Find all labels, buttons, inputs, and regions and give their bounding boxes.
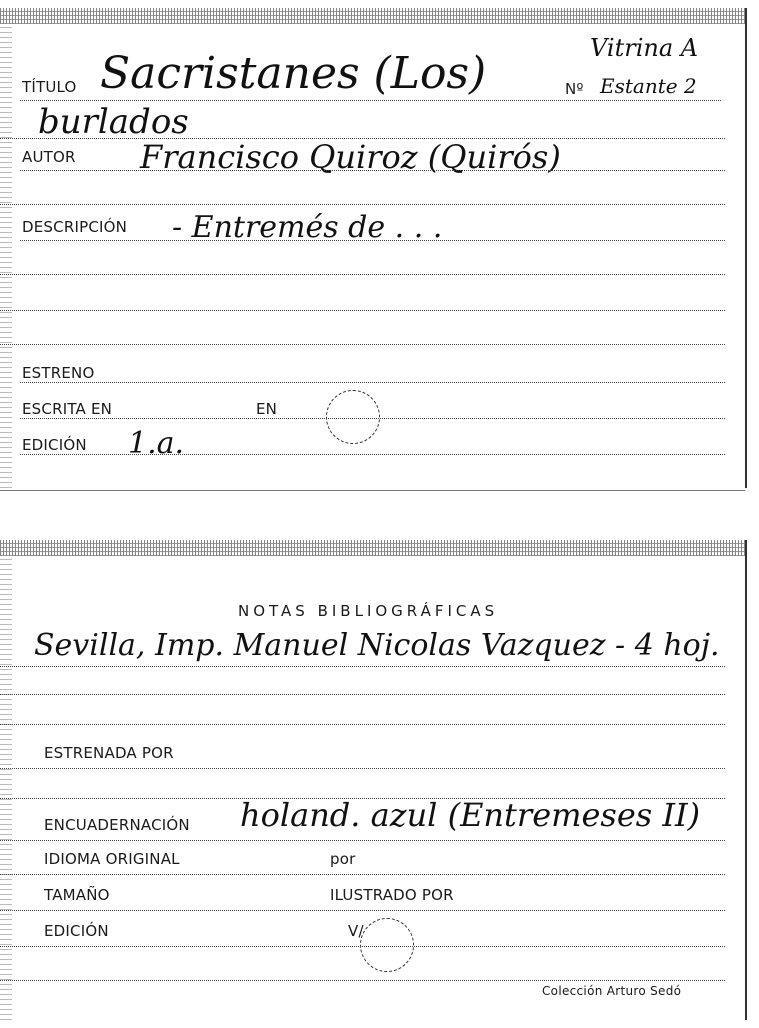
tamano-line	[0, 910, 725, 911]
por-label: por	[330, 850, 356, 868]
vitrina-value: Vitrina A	[590, 34, 699, 62]
autor-line	[20, 170, 725, 171]
titulo-label: TÍTULO	[22, 78, 77, 96]
ilustrado-por-label: ILUSTRADO POR	[330, 886, 454, 904]
idioma-original-label: IDIOMA ORIGINAL	[44, 850, 180, 868]
titulo-value: Sacristanes (Los)	[100, 48, 487, 99]
encuadernacion-line	[0, 840, 725, 841]
estreno-line	[20, 382, 725, 383]
v-label: V/	[348, 922, 364, 940]
blank-line-1	[0, 204, 725, 205]
descripcion-line	[20, 240, 725, 241]
library-stamp-bottom	[360, 918, 414, 972]
estreno-label: ESTRENO	[22, 364, 95, 382]
autor-label: AUTOR	[22, 148, 76, 166]
escrita-en-label: ESCRITA EN	[22, 400, 113, 418]
notas-bibliograficas-heading: NOTAS BIBLIOGRÁFICAS	[238, 602, 499, 620]
card-left-edge	[0, 556, 12, 1020]
idioma-line	[0, 874, 725, 875]
coleccion-footer: Colección Arturo Sedó	[542, 984, 682, 998]
titulo-value-continuation: burlados	[38, 102, 189, 142]
en-label: EN	[256, 400, 278, 418]
estante-number-label: Nº	[565, 80, 584, 98]
library-stamp	[326, 390, 380, 444]
card-separator	[0, 490, 745, 491]
encuadernacion-value: holand. azul (Entremeses II)	[240, 796, 701, 834]
edicion-value: 1.a.	[128, 426, 185, 461]
descripcion-label: DESCRIPCIÓN	[22, 218, 128, 236]
notas-line-2	[0, 694, 725, 695]
notas-line-3	[0, 724, 725, 725]
tamano-label: TAMAÑO	[44, 886, 110, 904]
blank-line-4	[0, 344, 725, 345]
edicion-label-bottom: EDICIÓN	[44, 922, 109, 940]
card-edge-texture	[0, 8, 745, 24]
notas-value: Sevilla, Imp. Manuel Nicolas Vazquez - 4 hoj.	[34, 628, 720, 663]
catalog-card-bottom	[0, 540, 747, 1020]
notas-line-1	[0, 666, 725, 667]
catalog-card-top	[0, 8, 747, 488]
descripcion-value: - Entremés de . . .	[172, 210, 443, 245]
edicion-label: EDICIÓN	[22, 436, 87, 454]
card-left-edge	[0, 24, 12, 488]
encuadernacion-label: ENCUADERNACIÓN	[44, 816, 190, 834]
blank-line-2	[0, 274, 725, 275]
card-edge-texture	[0, 540, 745, 556]
blank-line-3	[0, 310, 725, 311]
edicion-line-bottom	[0, 946, 725, 947]
estante-value: Estante 2	[600, 74, 697, 98]
titulo-line	[20, 100, 721, 101]
estrenada-por-label: ESTRENADA POR	[44, 744, 174, 762]
blank-line-6	[0, 980, 725, 981]
edicion-line	[20, 454, 725, 455]
estrenada-line	[0, 768, 725, 769]
autor-value: Francisco Quiroz (Quirós)	[140, 138, 561, 176]
